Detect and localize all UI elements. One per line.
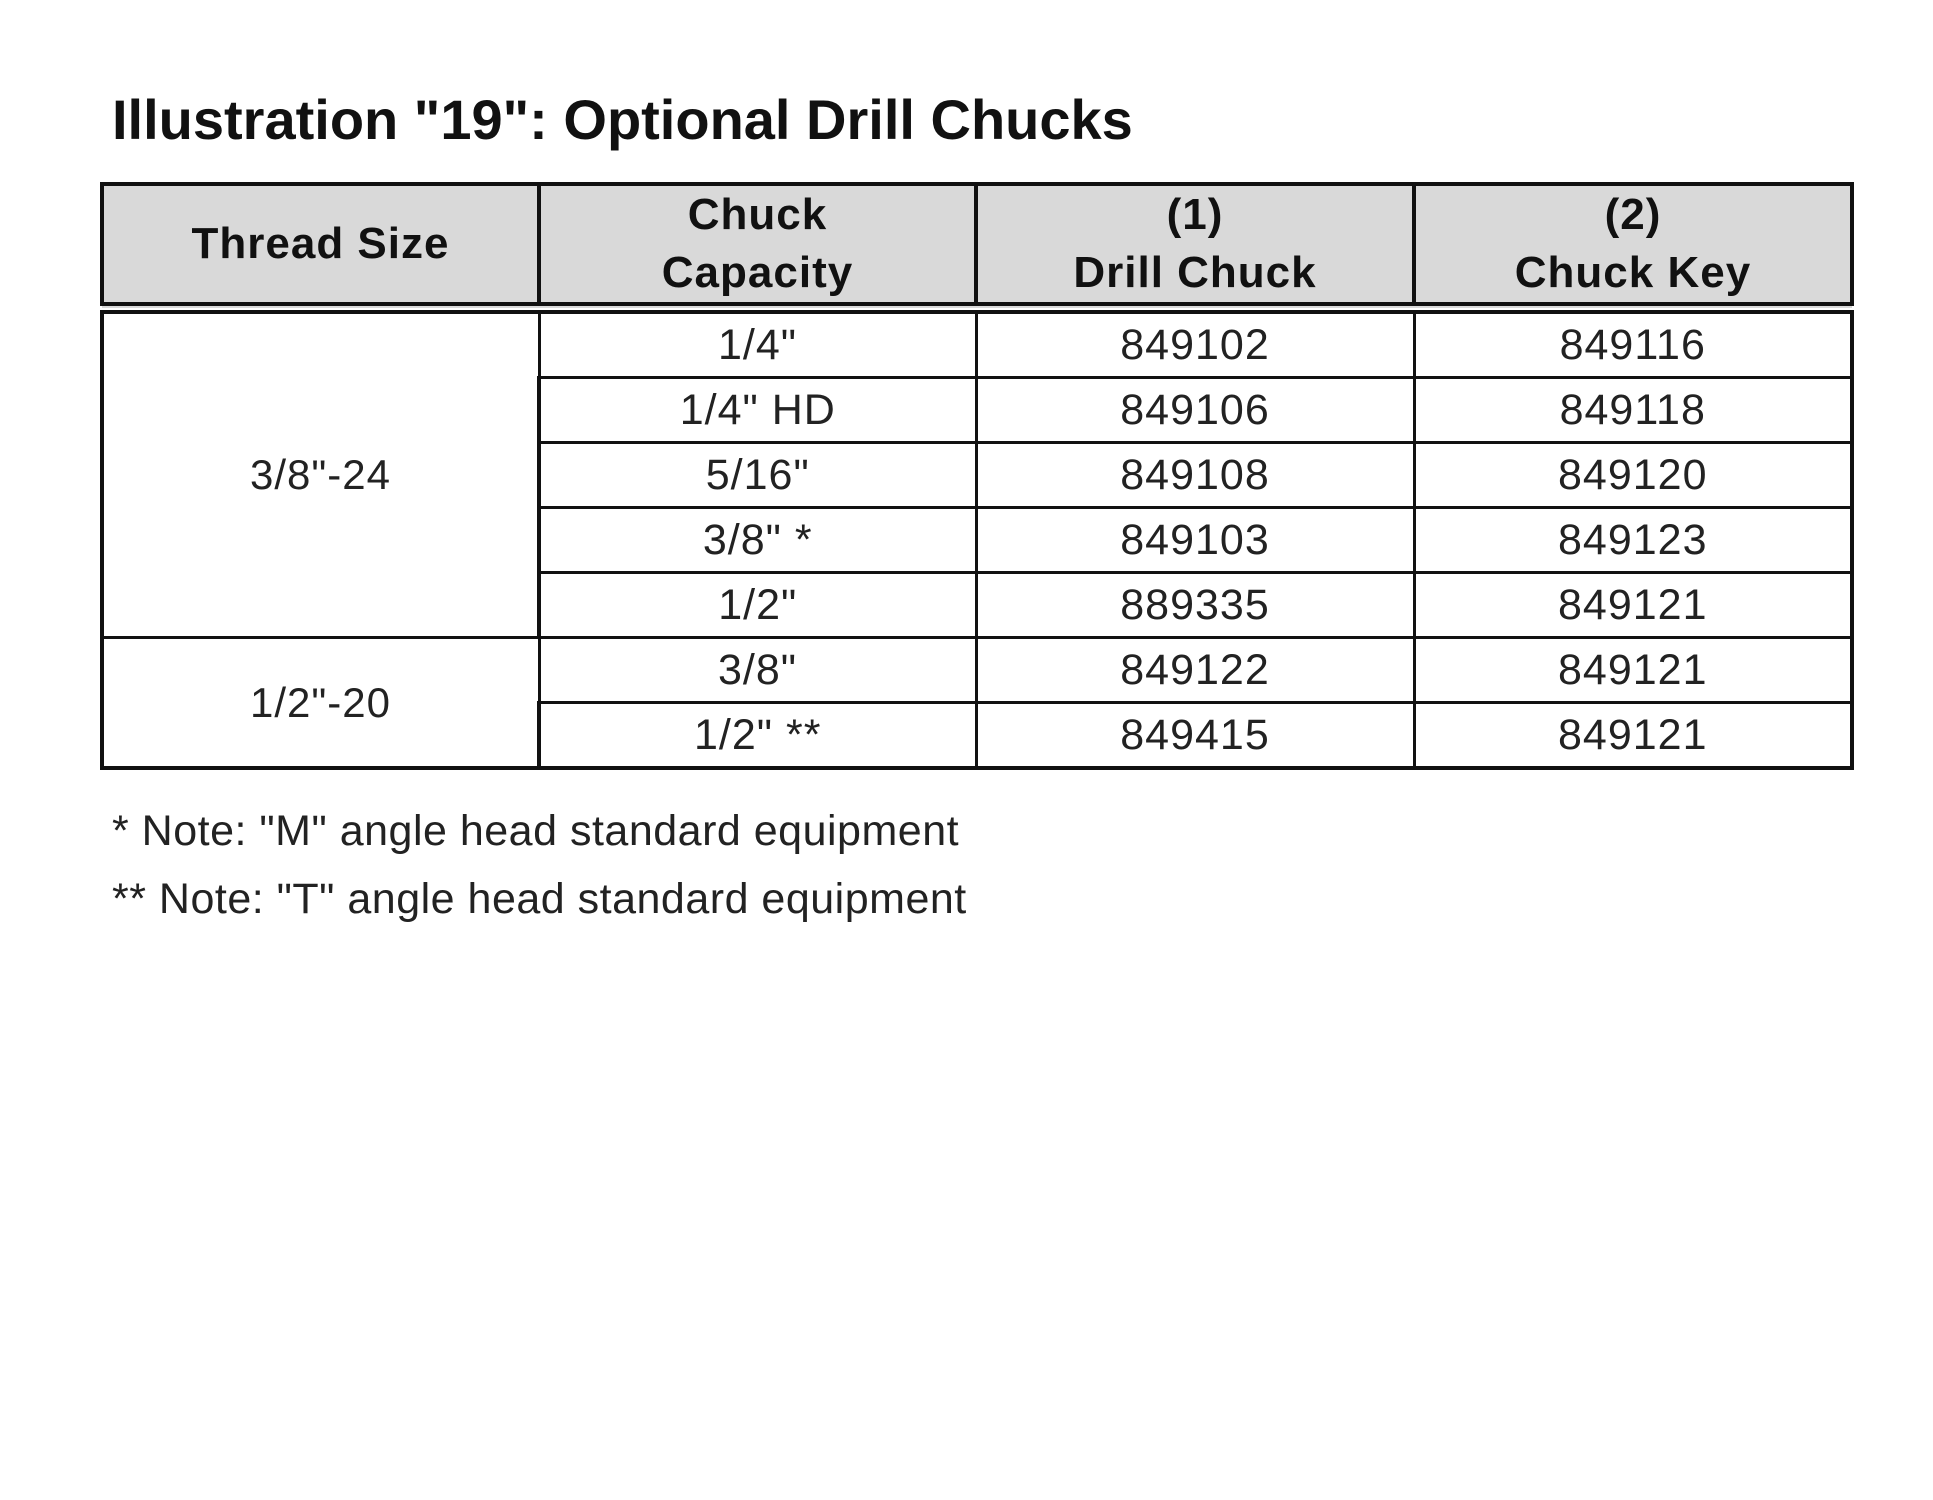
drill-chuck-cell: 849415 — [976, 703, 1414, 769]
thread-size-cell: 3/8"-24 — [102, 308, 539, 638]
chuck-capacity-cell: 3/8" * — [539, 508, 976, 573]
header-chuck-capacity-line2: Capacity — [661, 248, 854, 297]
header-chuck-capacity-line1: Chuck — [687, 190, 828, 239]
chuck-capacity-cell: 1/2" — [539, 573, 976, 638]
table-header-row — [102, 184, 1852, 308]
header-chuck-capacity — [539, 184, 976, 308]
drill-chuck-cell: 849106 — [976, 378, 1414, 443]
header-drill-chuck-line1: (1) — [1166, 190, 1224, 239]
drill-chuck-cell: 849122 — [976, 638, 1414, 703]
chuck-capacity-cell: 1/4" HD — [539, 378, 976, 443]
drill-chuck-cell: 889335 — [976, 573, 1414, 638]
header-drill-chuck-line2: Drill Chuck — [1073, 248, 1317, 297]
header-drill-chuck — [976, 184, 1414, 308]
page-title: Illustration "19": Optional Drill Chucks — [112, 88, 1133, 151]
chuck-capacity-cell: 1/4" — [539, 308, 976, 378]
drill-chuck-cell: 849102 — [976, 308, 1414, 378]
chuck-key-cell: 849116 — [1414, 308, 1852, 378]
footnote-single-asterisk: * Note: "M" angle head standard equipment — [112, 807, 960, 855]
chuck-capacity-cell: 5/16" — [539, 443, 976, 508]
chuck-capacity-cell: 1/2" ** — [539, 703, 976, 769]
chuck-capacity-cell: 3/8" — [539, 638, 976, 703]
chuck-key-cell: 849121 — [1414, 703, 1852, 769]
thread-size-cell: 1/2"-20 — [102, 638, 539, 769]
header-thread-size — [102, 184, 539, 308]
chuck-key-cell: 849121 — [1414, 573, 1852, 638]
header-chuck-key-line1: (2) — [1604, 190, 1662, 239]
chuck-key-cell: 849123 — [1414, 508, 1852, 573]
drill-chuck-table — [100, 182, 1854, 770]
chuck-key-cell: 849118 — [1414, 378, 1852, 443]
chuck-key-cell: 849120 — [1414, 443, 1852, 508]
header-chuck-key-line2: Chuck Key — [1514, 248, 1752, 297]
header-thread-size-label: Thread Size — [191, 219, 450, 268]
chuck-key-cell: 849121 — [1414, 638, 1852, 703]
header-chuck-key — [1414, 184, 1852, 308]
footnote-double-asterisk: ** Note: "T" angle head standard equipment — [112, 875, 967, 923]
drill-chuck-cell: 849108 — [976, 443, 1414, 508]
drill-chuck-cell: 849103 — [976, 508, 1414, 573]
table-row — [102, 638, 1852, 703]
table-row — [102, 308, 1852, 378]
